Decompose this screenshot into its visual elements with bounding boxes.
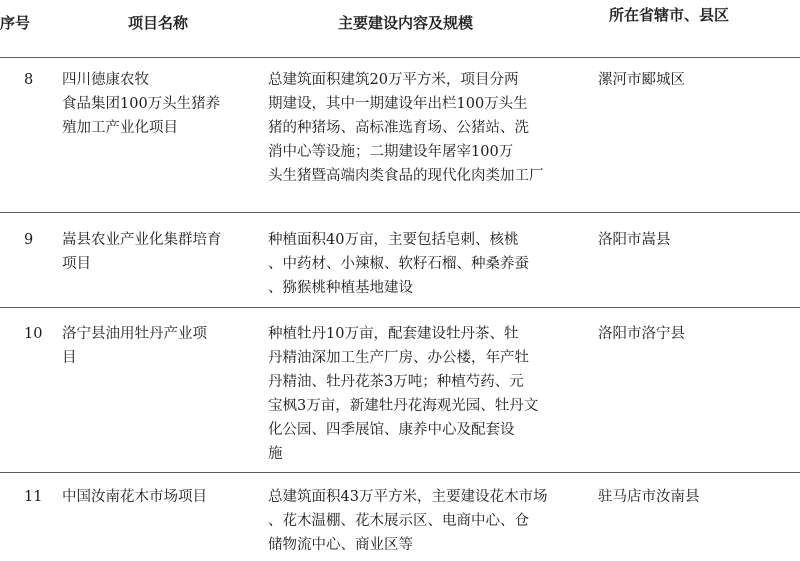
header-seq: 序号 [0,14,31,32]
row-location: 洛阳市嵩县 [598,232,671,248]
text-line: 丹精油深加工生产厂房、办公楼，年产牡 [268,350,529,366]
text-line: 丹精油、牡丹花茶3万吨；种植芍药、元 [268,374,524,390]
row-project-name [62,322,257,370]
row-location: 洛阳市洛宁县 [598,326,685,342]
text-line: 项目 [62,256,91,272]
text-line: 目 [62,350,77,366]
text-line: 消中心等设施；二期建设年屠宰100万 [268,144,514,160]
header-divider [0,57,800,58]
text-line: 施 [268,446,283,462]
text-line: 殖加工产业化项目 [62,120,178,136]
row-divider [0,472,800,473]
text-line: 期建设，其中一期建设年出栏100万头生 [268,96,528,112]
text-line: 种植牡丹10万亩，配套建设牡丹茶、牡 [268,326,519,342]
row-seq: 11 [24,489,43,505]
text-line: 头生猪暨高端肉类食品的现代化肉类加工厂 [268,168,544,184]
row-project-name [62,228,257,276]
row-seq: 8 [24,72,34,88]
header-content: 主要建设内容及规模 [338,14,474,32]
text-line: 种植面积40万亩，主要包括皂刺、核桃 [268,232,519,248]
row-divider [0,307,800,308]
row-seq: 10 [24,326,43,342]
row-location: 漯河市郾城区 [598,72,685,88]
text-line: 、猕猴桃种植基地建设 [268,280,413,296]
row-divider [0,212,800,213]
row-project-name [62,68,257,140]
row-project-name: 中国汝南花木市场项目 [62,489,207,505]
text-line: 四川德康农牧 [62,72,149,88]
header-project-name: 项目名称 [128,14,189,32]
text-line: 、花木温棚、花木展示区、电商中心、仓 [268,513,529,529]
row-content [268,322,593,466]
text-line: 总建筑面积43万平方米，主要建设花木市场 [268,489,548,505]
text-line: 食品集团100万头生猪养 [62,96,221,112]
text-line: 化公园、四季展馆、康养中心及配套设 [268,422,515,438]
text-line: 、中药材、小辣椒、软籽石榴、种桑养蚕 [268,256,529,272]
text-line: 嵩县农业产业化集群培育 [62,232,222,248]
text-line: 储物流中心、商业区等 [268,537,413,553]
text-line: 总建筑面积建筑20万平方米，项目分两 [268,72,519,88]
row-location: 驻马店市汝南县 [598,489,700,505]
row-content [268,68,593,188]
row-content [268,228,593,300]
table-header [0,0,800,56]
row-content [268,485,593,557]
row-seq: 9 [24,232,34,248]
text-line: 猪的种猪场、高标准选育场、公猪站、洗 [268,120,529,136]
text-line: 宝枫3万亩，新建牡丹花海观光园、牡丹文 [268,398,539,414]
text-line: 洛宁县油用牡丹产业项 [62,326,207,342]
header-location: 所在省辖市、县区 [609,6,730,24]
